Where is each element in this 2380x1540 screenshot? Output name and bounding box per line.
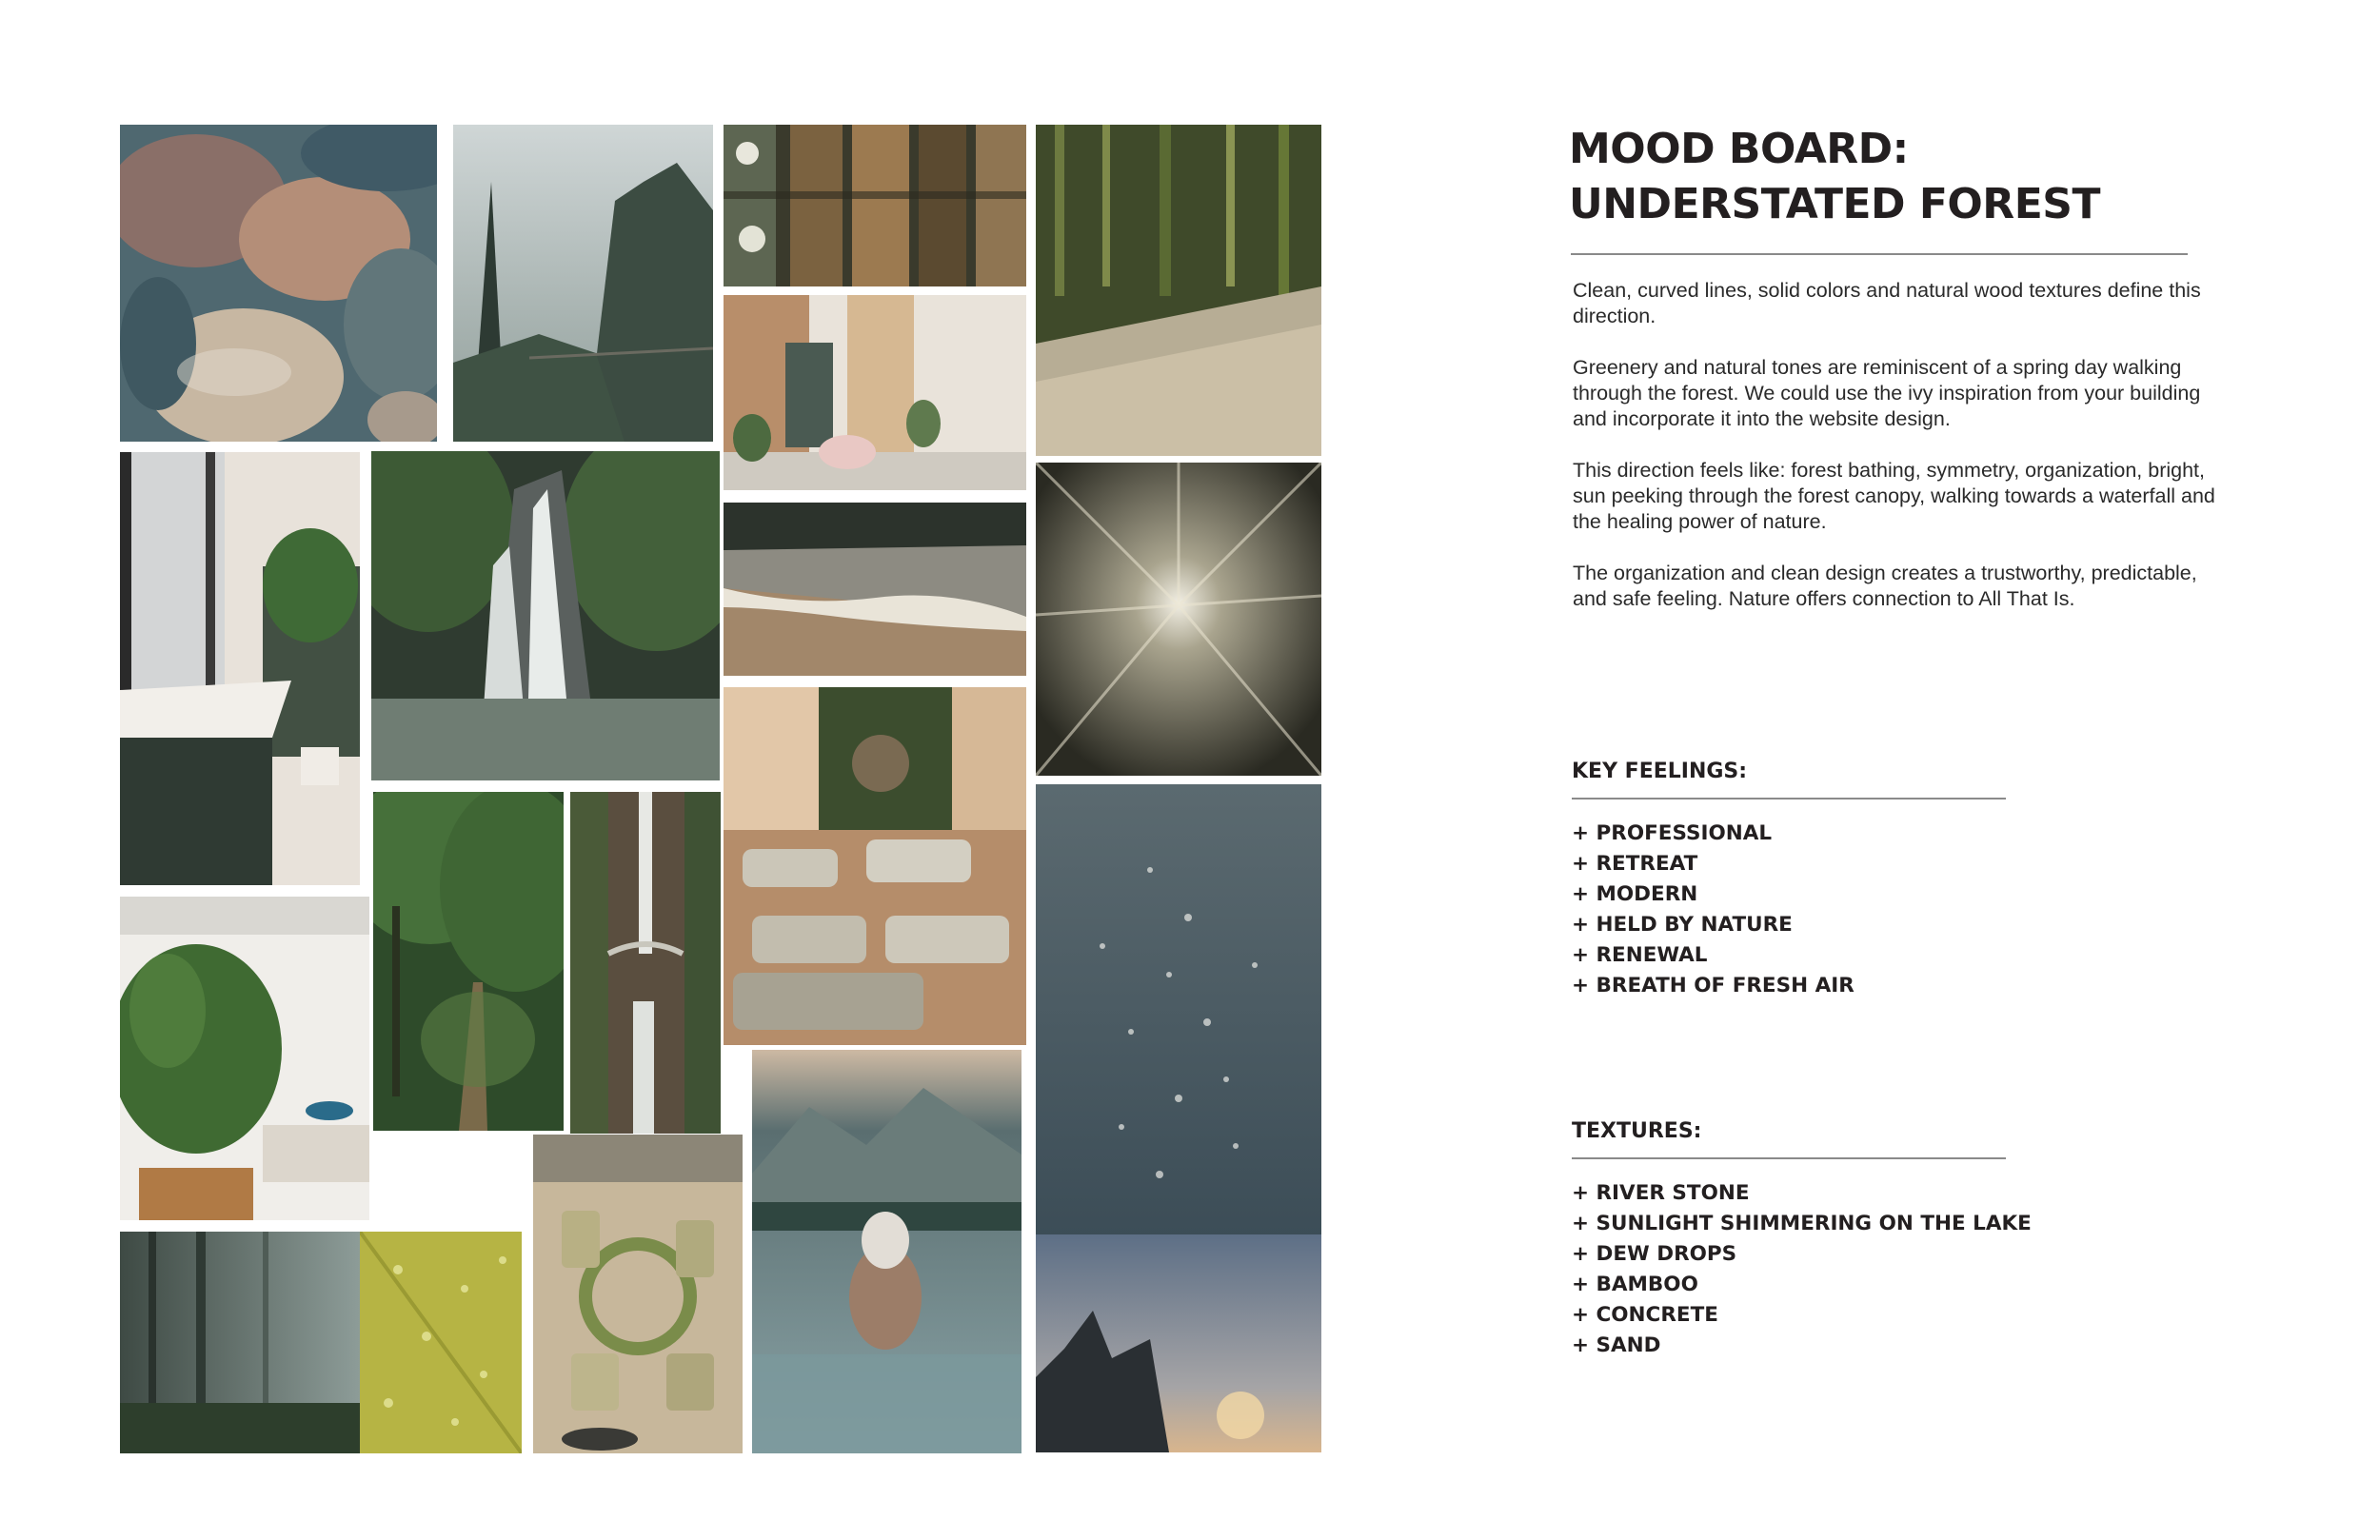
photo-interior-plant bbox=[120, 452, 360, 885]
description-paragraph: The organization and clean design creates a trustworthy, predictable, and safe feeling. Nature offers connection to All That Is. bbox=[1573, 562, 2197, 610]
photo-bamboo-fountain bbox=[1036, 125, 1321, 456]
list-item: + RIVER STONE bbox=[1572, 1181, 1750, 1205]
list-item: + PROFESSIONAL bbox=[1572, 821, 1773, 845]
description bbox=[1573, 278, 2220, 638]
list-item: + BREATH OF FRESH AIR bbox=[1572, 974, 1854, 997]
photo-lake-swimmer bbox=[752, 1050, 1021, 1453]
photo-beach-shore bbox=[724, 503, 1026, 676]
textures-heading: TEXTURES: bbox=[1572, 1119, 1702, 1143]
photo-foggy-forest bbox=[120, 1232, 360, 1453]
list-item: + HELD BY NATURE bbox=[1572, 913, 1793, 937]
page-title-line-2: UNDERSTATED FOREST bbox=[1569, 180, 2100, 228]
list-item: + BAMBOO bbox=[1572, 1273, 1698, 1296]
title-block bbox=[1569, 122, 2197, 232]
list-item: + RETREAT bbox=[1572, 852, 1698, 876]
photo-tall-waterfall bbox=[570, 792, 721, 1134]
description-paragraph: Clean, curved lines, solid colors and natural wood textures define this direction. bbox=[1573, 279, 2201, 327]
photo-waterfall bbox=[371, 451, 720, 780]
photo-bamboo-texture bbox=[724, 125, 1026, 286]
description-paragraph: This direction feels like: forest bathing, symmetry, organization, bright, sun peeking through the forest canopy, walking towards a waterfall and the healing power of nature. bbox=[1573, 459, 2215, 533]
photo-river-stones bbox=[120, 125, 437, 442]
list-item: + CONCRETE bbox=[1572, 1303, 1718, 1327]
textures-list bbox=[1572, 1178, 2032, 1361]
photo-misty-forest bbox=[453, 125, 713, 442]
photo-yoga-gong-room bbox=[724, 687, 1026, 1045]
photo-fern-interior bbox=[120, 897, 369, 1220]
photo-meditation-circle bbox=[533, 1135, 743, 1453]
page-title-line-1: MOOD BOARD: bbox=[1569, 125, 1909, 173]
photo-sun-canopy bbox=[1036, 463, 1321, 776]
list-item: + RENEWAL bbox=[1572, 943, 1708, 967]
photo-forest-path bbox=[373, 792, 564, 1131]
photo-interior-lounge bbox=[724, 295, 1026, 490]
list-item: + SUNLIGHT SHIMMERING ON THE LAKE bbox=[1572, 1212, 2032, 1235]
photo-sunset-silhouette bbox=[1036, 1234, 1321, 1452]
photo-dew-drops bbox=[360, 1232, 522, 1453]
title-divider bbox=[1571, 253, 2188, 255]
photo-lake-shimmer bbox=[1036, 784, 1321, 1237]
key-feelings-list bbox=[1572, 819, 1854, 1001]
textures-divider bbox=[1572, 1157, 2006, 1159]
list-item: + SAND bbox=[1572, 1333, 1661, 1357]
key-feelings-divider bbox=[1572, 798, 2006, 800]
key-feelings-heading: KEY FEELINGS: bbox=[1572, 760, 1748, 783]
list-item: + DEW DROPS bbox=[1572, 1242, 1737, 1266]
list-item: + MODERN bbox=[1572, 882, 1698, 906]
description-paragraph: Greenery and natural tones are reminiscent of a spring day walking through the forest. We could use the ivy inspiration from your building and incorporate it into the website design. bbox=[1573, 356, 2201, 430]
